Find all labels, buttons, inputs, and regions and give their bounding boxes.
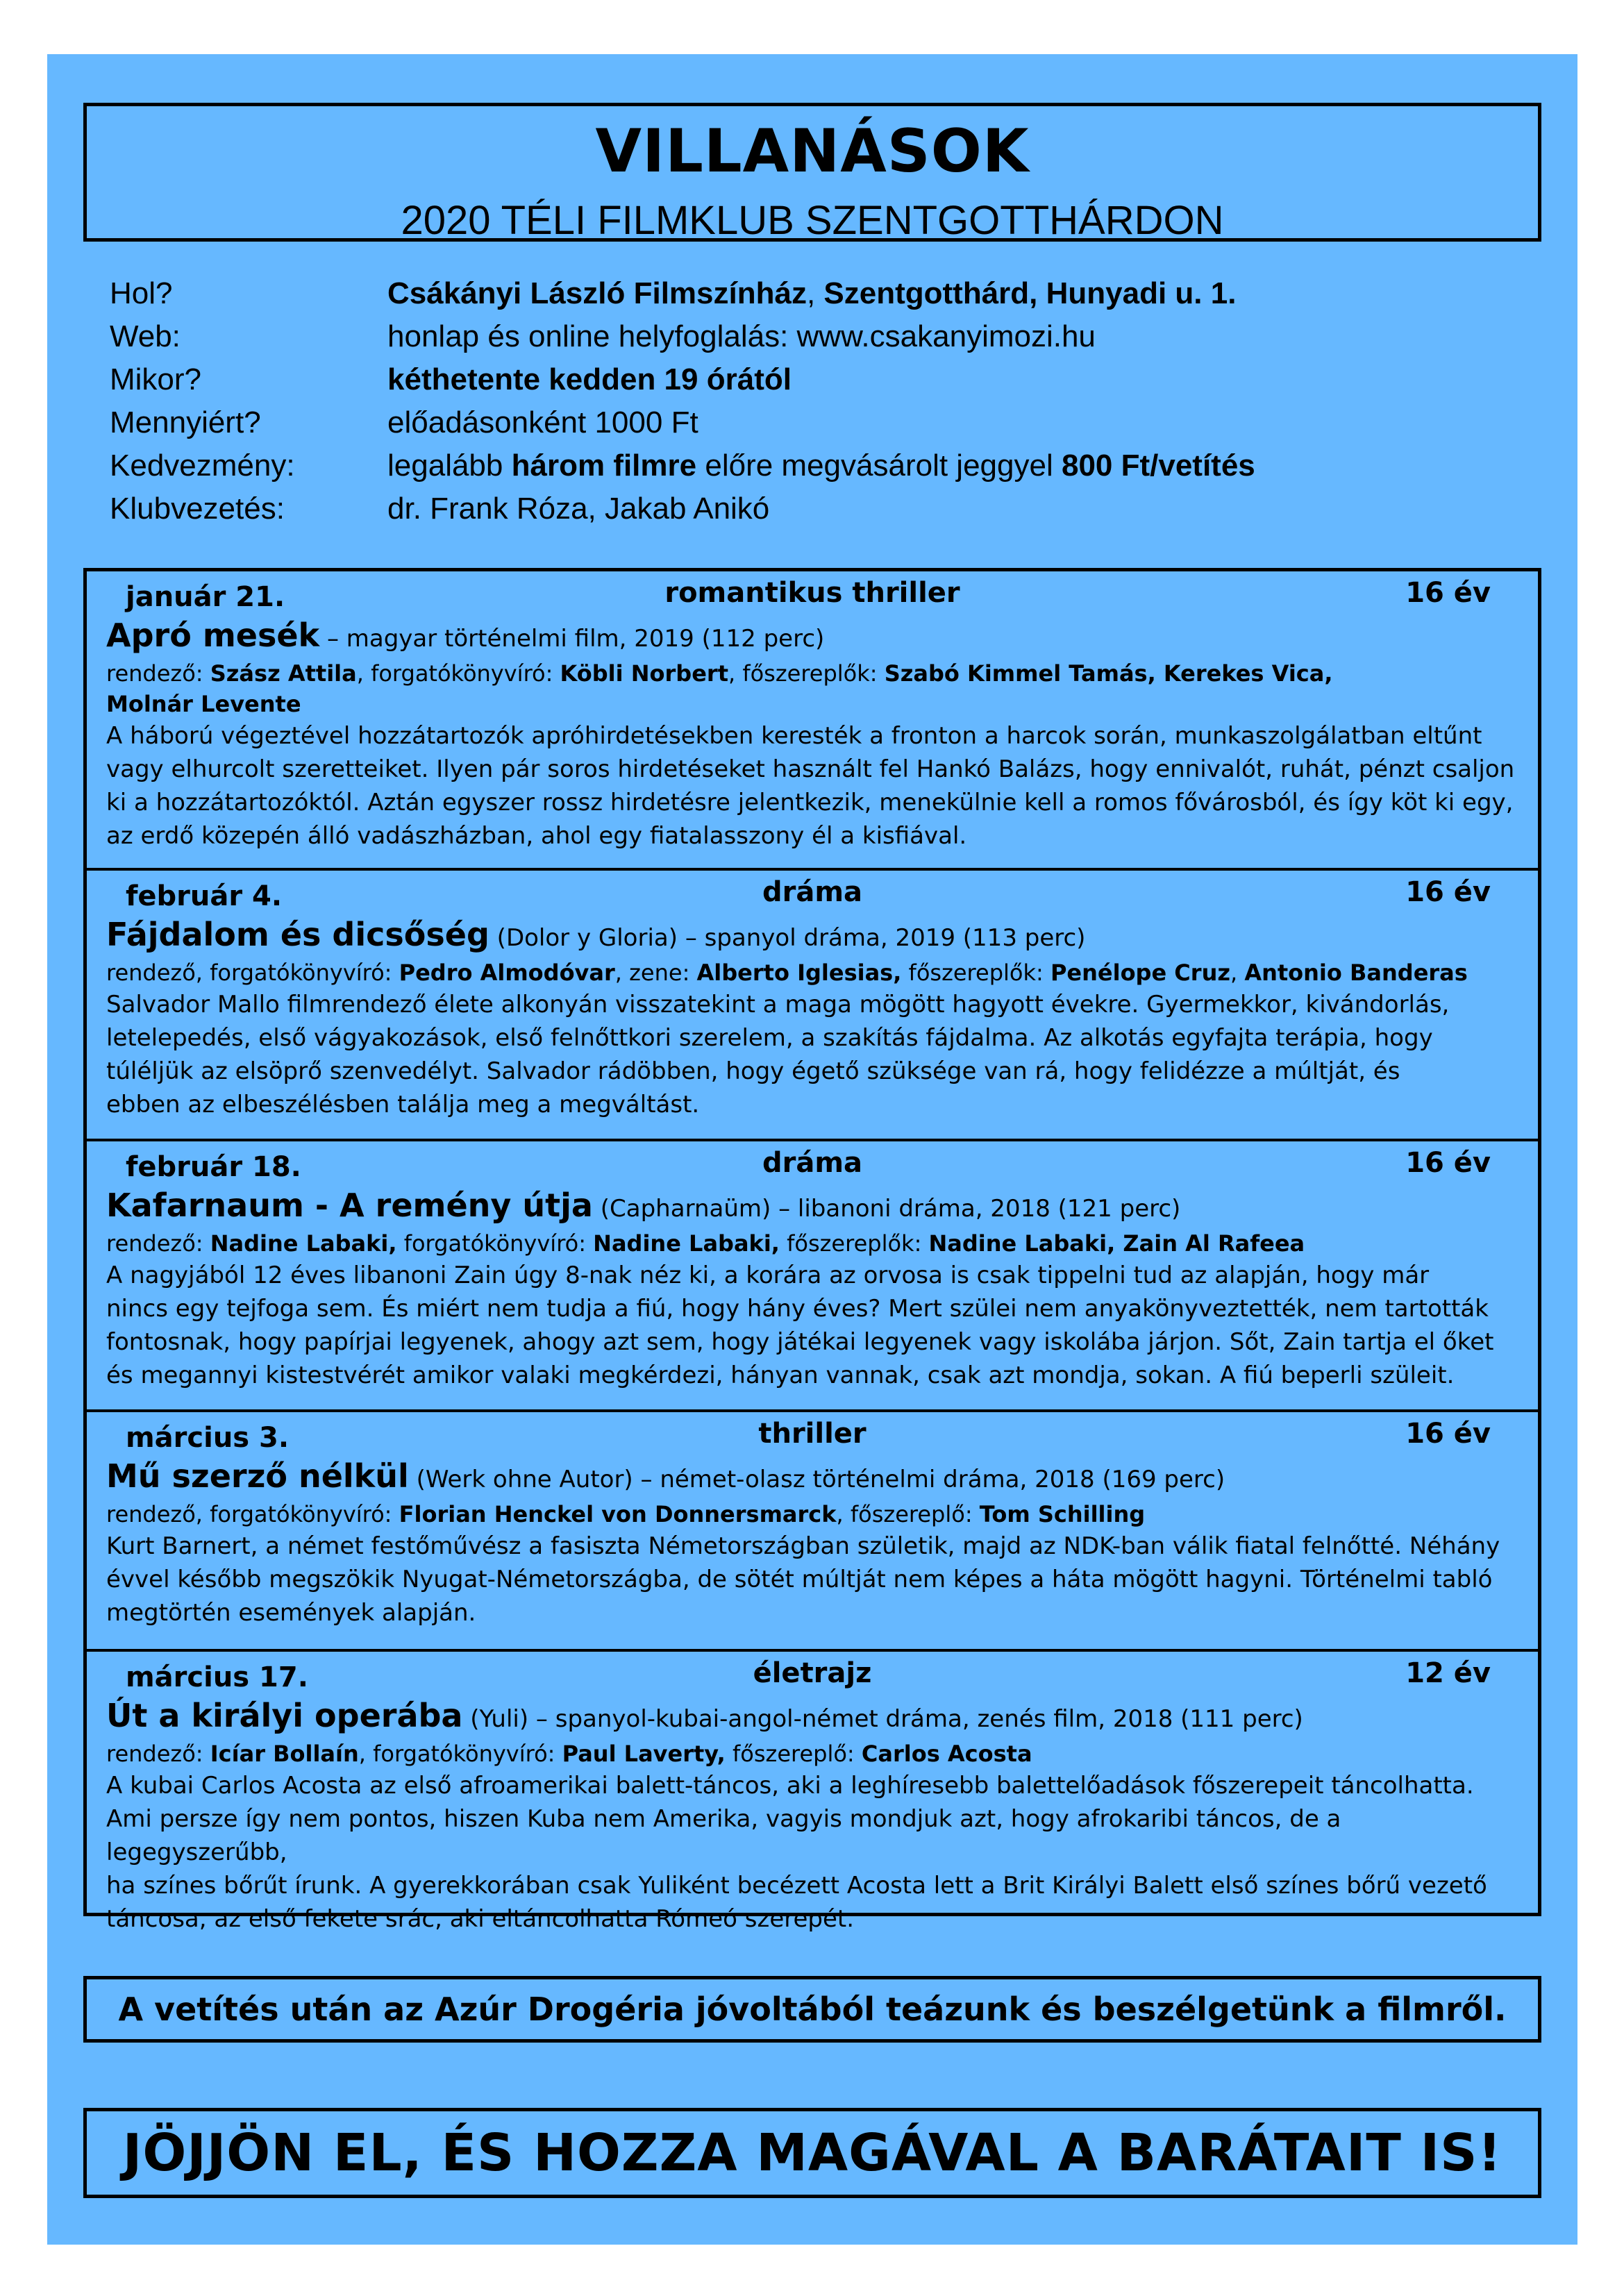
film-age-rating: 16 év [1405, 1147, 1491, 1179]
film-meta: (Dolor y Gloria) – spanyol dráma, 2019 (113 perc) [489, 924, 1086, 952]
film-genre: életrajz [753, 1657, 872, 1689]
title-box [83, 103, 1541, 242]
info-label: Klubvezetés: [110, 492, 285, 526]
film-credits: rendező: Szász Attila, forgatókönyvíró: Köbli Norbert, főszereplők: Szabó Kimmel Tamás, Kerekes Vica, Molnár Levente [106, 660, 1333, 717]
film-age-rating: 16 év [1405, 876, 1491, 908]
film-meta: (Werk ohne Autor) – német-olasz történelmi dráma, 2018 (169 perc) [408, 1466, 1225, 1493]
info-row-where [110, 272, 1464, 315]
film-description: A kubai Carlos Acosta az első afroamerikai balett-táncos, aki a leghíresebb balettelőadások főszerepeit táncolhatta. Ami persze így nem pontos, hiszen Kuba nem Amerika, vagyis mondjuk azt, hogy afrokaribi táncos, de a legegyszerűbb, ha színes bőrűt írunk. A gyerekkorában csak Yuliként becézett Acosta lett a Brit Királyi Balett első színes bőrű vezető táncosa, az első fekete srác, aki eltáncolhatta Rómeó szerepét. [106, 1772, 1487, 1933]
film-meta: (Yuli) – spanyol-kubai-angol-német dráma, zenés film, 2018 (111 perc) [462, 1705, 1303, 1733]
call-to-action: JÖJJÖN EL, ÉS HOZZA MAGÁVAL A BARÁTAIT IS! [83, 2108, 1541, 2198]
film-title: Út a királyi operába [106, 1697, 463, 1734]
info-label: Hol? [110, 276, 173, 310]
film-entry [87, 868, 1538, 1139]
info-label: Mikor? [110, 362, 202, 396]
film-entry [87, 1649, 1538, 1933]
film-description: A háború végeztével hozzátartozók apróhirdetésekben keresték a fronton a harcok során, munkaszolgálatban eltűnt vagy elhurcolt szeretteiket. Ilyen pár soros hirdetéseket használt fel Hankó Balázs, hogy ennivalót, ruhát, pénzt csaljon ki a hozzátartozóktól. Aztán egyszer rossz hirdetésre jelentkezik, menekülnie kell a romos fővárosból, és így köt ki egy, az erdő közepén álló vadászházban, ahol egy fiatalasszony él a kisfiával. [106, 722, 1515, 850]
info-value: kéthetente kedden 19 órától [387, 362, 792, 396]
info-row-organizers [110, 487, 1464, 530]
film-date: március 3. [126, 1422, 290, 1454]
film-genre: thriller [758, 1418, 867, 1450]
info-row-when [110, 358, 1464, 401]
film-date: február 4. [126, 880, 283, 912]
tea-note: A vetítés után az Azúr Drogéria jóvoltából teázunk és beszélgetünk a filmről. [83, 1976, 1541, 2043]
programme-box [83, 568, 1541, 1933]
info-row-web [110, 315, 1464, 358]
film-title: Mű szerző nélkül [106, 1457, 409, 1495]
film-date: február 18. [126, 1151, 301, 1183]
film-description: Kurt Barnert, a német festőművész a fasiszta Németországban születik, majd az NDK-ban válik fiatal felnőtté. Néhány évvel később megszökik Nyugat-Németországba, de sötét múltját nem képes a háta mögött hagyni. Történelmi tabló megtörtén események alapján. [106, 1532, 1500, 1627]
film-entry [87, 571, 1538, 868]
film-age-rating: 16 év [1405, 1418, 1491, 1450]
film-genre: dráma [762, 876, 863, 908]
film-date: március 17. [126, 1661, 308, 1693]
info-label: Kedvezmény: [110, 449, 295, 483]
film-description: Salvador Mallo filmrendező élete alkonyán visszatekint a maga mögött hagyott évekre. Gyermekkor, kivándorlás, letelepedés, első vágyakozások, első felnőttkori szerelem, a szakítás fájdalma. Az alkotás egyfajta terápia, hogy túléljük az elsöprő szenvedélyt. Salvador rádöbben, hogy égető szüksége van rá, hogy felidézze a múltját, és ebben az elbeszélésben találja meg a megváltást. [106, 991, 1450, 1118]
poster-subtitle: 2020 TÉLI FILMKLUB SZENTGOTTHÁRDON [401, 198, 1224, 243]
info-label: Web: [110, 319, 181, 353]
film-entry [87, 1139, 1538, 1409]
info-value: előadásonként 1000 Ft [387, 405, 698, 439]
film-age-rating: 12 év [1405, 1657, 1491, 1689]
film-genre: romantikus thriller [664, 577, 960, 609]
film-genre: dráma [762, 1147, 863, 1179]
film-age-rating: 16 év [1405, 577, 1491, 609]
info-value: Csákányi László Filmszínház, Szentgotthárd, Hunyadi u. 1. [387, 276, 1237, 310]
film-credits: rendező, forgatókönyvíró: Pedro Almodóvar, zene: Alberto Iglesias, főszereplők: Penélope Cruz, Antonio Banderas [106, 960, 1468, 986]
poster-title: VILLANÁSOK [595, 117, 1030, 186]
info-block [110, 272, 1464, 530]
info-value: legalább három filmre előre megvásárolt jeggyel 800 Ft/vetítés [387, 449, 1255, 483]
film-credits: rendező, forgatókönyvíró: Florian Henckel von Donnersmarck, főszereplő: Tom Schilling [106, 1501, 1146, 1527]
film-credits: rendező: Icíar Bollaín, forgatókönyvíró: Paul Laverty, főszereplő: Carlos Acosta [106, 1741, 1032, 1767]
film-description: A nagyjából 12 éves libanoni Zain úgy 8-nak néz ki, a korára az orvosa is csak tippelni tud az alapján, hogy már nincs egy tejfoga sem. És miért nem tudja a fiú, hogy hány éves? Mert szülei nem anyakönyveztették, nem tartották fontosnak, hogy papírjai legyenek, ahogy azt sem, hogy játékai legyenek vagy iskolába járjon. Sőt, Zain tartja el őket és megannyi kistestvérét amikor valaki megkérdezi, hányan vannak, csak azt mondja, sokan. A fiú beperli szüleit. [106, 1262, 1494, 1389]
info-label: Mennyiért? [110, 405, 261, 439]
info-row-discount [110, 444, 1464, 487]
film-date: január 21. [126, 581, 285, 613]
film-meta: (Capharnaüm) – libanoni dráma, 2018 (121 perc) [592, 1195, 1181, 1223]
film-title: Fájdalom és dicsőség [106, 916, 489, 953]
film-meta: – magyar történelmi film, 2019 (112 perc) [319, 625, 825, 653]
film-title: Apró mesék [106, 617, 320, 654]
info-value: dr. Frank Róza, Jakab Anikó [387, 492, 770, 526]
film-entry [87, 1409, 1538, 1649]
film-credits: rendező: Nadine Labaki, forgatókönyvíró: Nadine Labaki, főszereplők: Nadine Labaki, Zain Al Rafeea [106, 1230, 1305, 1257]
film-title: Kafarnaum - A remény útja [106, 1187, 593, 1224]
info-value: honlap és online helyfoglalás: www.csakanyimozi.hu [387, 319, 1096, 353]
info-row-price [110, 401, 1464, 444]
